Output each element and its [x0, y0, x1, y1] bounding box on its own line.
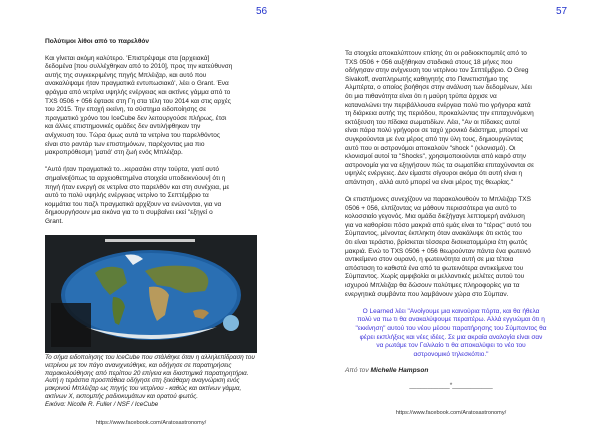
text-line: εκτόξευση του πίδακα σωματιδίων. Λέει, "Αν οι πίδακες αυτοί [345, 118, 520, 126]
quote-line: "εκκίνηση" αυτού του νέου μέσου παρατήρησης του Σύμπαντος θα [355, 325, 547, 332]
caption-line: Το σήμα ειδοποίησης του IceCube που στάλθηκε όταν η αλληλεπίδραση του [45, 354, 255, 362]
text-line: Και γίνεται ακόμη καλύτερο. 'Επιστρέψαμε στα [αρχειακά] [45, 54, 210, 62]
text-line: αντικείμενο στον ουρανό, η φωτεινότητα αυτή σε μια τέτοια [345, 256, 514, 264]
author-line [345, 367, 557, 376]
text-line: απάντηση , αλλά αυτό μπορεί να είναι μέρος της θεωρίας." [345, 178, 514, 186]
caption-line: νετρίνου με τον πάγο ανανιχνεύθηκε, και οδήγησε σε παρατηρήσεις [45, 361, 232, 369]
caption-line: Εικόνα: Nicolle R. Fuller / NSF / IceCube [45, 400, 159, 408]
author-prefix: Από τον [345, 367, 369, 375]
right-page-body [345, 50, 557, 299]
text-line: Αλμπέρτα, ο οποίος βοήθησε στην ανάλυση των δεδομένων, λέει [345, 84, 532, 92]
text-line: κλονισμοί αυτοί τα "Shocks", χρησιμοποιούνται από καιρό στην [345, 153, 526, 161]
text-line: του 2015. Την εποχή εκείνη, το σύστημα ειδοποίησης σε [45, 106, 207, 114]
text-line: σημαίνει[όπως τα αρχειοθετημένα στοιχεία υποδεικνύουν] ότι η [45, 174, 226, 182]
text-line: 0506 + 056, ελπίζοντας να μάθουν περισσότερα για αυτό το [345, 204, 517, 212]
world-map-image [45, 235, 257, 353]
text-line: φράγμα από νετρίνα υψηλής ενέργειας και ακτίνες γάμμα από το [45, 88, 231, 96]
text-line: ενεργητικά συμβάντα που λαμβάνουν χώρα στο Σύμπαν. [345, 290, 509, 298]
paragraph [45, 55, 257, 158]
text-line: αυτό που οι αστρονόμοι αποκαλούν "shock " (κλονισμό). Οι [345, 144, 516, 152]
text-line: ανακαλύψαμε ήταν πραγματικά εντυπωσιακό', λέει ο Grant. Ένα [45, 80, 229, 88]
text-line: οδήγησαν στην ανίχνευση του νετρίνου τον Σεπτέμβριο. Ο Greg [345, 67, 529, 75]
text-line: TXS 0506 + 056 έφτασε στη Γη στα τέλη του 2014 και στις αρχές [45, 97, 231, 105]
text-line: κολοσσιαίο γεγονός. Μια ομάδα διεξήγαγε λεπτομερή ανάλυση [345, 213, 525, 221]
text-line: αυτής της συγκεκριμένης πηγής Μπλέιζαρ, και αυτό που [45, 71, 207, 79]
text-line: Σύμπαντος, μένοντας έκπληκτη όταν ανακάλυψε ότι εκτός του [345, 230, 522, 238]
text-line: αυτό το πολύ υψηλής ενέργειας νετρίνο το Σεπτέμβριο τα [45, 192, 209, 200]
text-line: απόσταση το καθιστά ένα από τα φωτεινότερα αντικείμενα του [345, 264, 524, 272]
separator: ___________*___________ [409, 381, 493, 389]
text-line: ανίχνευση του. Τώρα όμως αυτά τα νετρίνα του παρελθόντος [45, 131, 221, 139]
author-name: Michelle Hampson [370, 367, 429, 375]
text-line: και άλλες επιστημονικές ομάδες δεν αντιλήφθηκαν την [45, 123, 201, 131]
text-line: καταναλώνει την περιβάλλουσα ενέργεια πολύ πιο γρήγορα κατά [345, 101, 531, 109]
right-page [345, 50, 557, 417]
text-line: Σύμπαντος. Χωρίς αμφιβολία οι μελλοντικές μελέτες αυτού του [345, 273, 525, 281]
text-line: TXS 0506 + 056 αυξήθηκαν σταδιακά στους 18 μήνες που [345, 58, 513, 66]
text-line: Grant. [45, 217, 64, 225]
paragraph [45, 166, 257, 226]
footer-url-right[interactable]: https://www.facebook.com/Aratosastronomy/ [395, 409, 507, 416]
text-line: μακριά. Ενώ το TXS 0506 + 056 θεωρούνταν πάντα ένα φωτεινό [345, 247, 531, 255]
text-line: πραγματικό χρόνο του IceCube δεν λειτουργούσε πλήρως, έτσι [45, 114, 227, 122]
text-line: υψηλές ενέργειες. Δεν είμαστε σίγουροι ακόμα ότι αυτή είναι η [345, 170, 523, 178]
text-line: δημιουργήσουν μια εικόνα για το τι συμβαίνει εκεί "εξηγεί ο [45, 209, 213, 217]
footer-url-left[interactable]: https://www.facebook.com/Aratosastronomy/ [95, 419, 207, 426]
text-line: είναι στο ραντάρ των επιστημόνων, παρέχοντας μια πιο [45, 140, 205, 148]
text-line: ότι είναι τεράστιο, βρίσκεται τέσσερα δισεκατομμύρια έτη φωτός [345, 239, 528, 247]
text-line: για να καθορίσει πόσο μακριά από εμάς είναι το "τέρας" αυτό του [345, 221, 532, 229]
paragraph [345, 50, 557, 188]
text-line: κομμάτια του παζλ πραγματικά αρχίζουν να ενώνονται, για να [45, 200, 222, 208]
caption-line: παρακολούθησης από περίπου 20 επίγεια και διαστημικά παρατηρητήρια. [45, 369, 249, 377]
caption-line: ακτίνων Χ, εκπομπής ραδιοκυμάτων και ορατού φωτός. [45, 393, 199, 401]
learned-quote [345, 308, 557, 360]
text-line: ισχυρού Μπλέιζαρ θα δώσουν πολύτιμες πληροφορίες για τα [345, 282, 520, 290]
quote-line: φέρει εκπλήξεις και νέες ιδέες. Σε μια ακραία αναλογία είναι σαν [359, 333, 543, 341]
text-line: "Αυτό ήταν πραγματικά το...κερασάκι στην τούρτα, γιατί αυτό [45, 166, 220, 174]
text-line: πηγή ήταν ενεργή σε νετρίνα στο παρελθόν και στη συνέχεια, με [45, 183, 230, 191]
text-line: τη διάρκεια αυτής της περιόδου, προκαλώντας την επιταχυνόμενη [345, 110, 534, 118]
image-caption [45, 354, 257, 409]
text-line: μακροπρόθεσμη 'ματιά' στη ζωή ενός Μπλέιζαρ. [45, 149, 183, 157]
text-line: είναι πάρα πολύ γρήγοροι σε ταχύ χρονικό διάστημα, μπορεί να [345, 127, 528, 135]
left-page [45, 38, 257, 427]
text-line: αστρονομία για να εξηγήσουν πώς τα σωματίδια επιταχύνονται σε [345, 161, 535, 169]
caption-line: μακρινού Μπλέιζαρ ως πηγής του νετρίνου - καθώς και ακτίνων γάμμα, [45, 385, 242, 393]
text-line: Οι επιστήμονες συνεχίζουν να παρακολουθούν το Μπλέιζαρ TXS [345, 196, 531, 204]
text-line: Τα στοιχεία αποκαλύπτουν επίσης ότι οι ραδιοεκπομπές από το [345, 50, 527, 57]
left-page-body [45, 55, 257, 227]
paragraph [345, 196, 557, 299]
text-line: Sivakoff, αναπληρωτής καθηγητής στο Πανεπιστήμιο της [345, 75, 509, 83]
section-title: Πολύτιμοι λίθοι από το παρελθόν [45, 38, 150, 45]
caption-line: Αυτή η τεράστια προσπάθεια οδήγησε στη ξεκάθαρη αναγνώριση ενός [45, 377, 240, 385]
text-line: δεδομένα [που συλλέχθηκαν από το 2010], προς την κατεύθυνση [45, 63, 233, 71]
quote-line: αστρονομικό τηλεσκόπιο." [413, 350, 489, 358]
page-number-left: 56 [256, 6, 268, 17]
quote-line: να ρωτάμε τον Γαλιλαίο τι θα αποκαλύψει το νέο του [376, 342, 526, 350]
text-line: ότι μια πιθανότητα είναι ότι η μαύρη τρύπα άρχισε να [345, 92, 497, 100]
quote-line: πολύ να πω τι θα ανακαλύψουμε περαιτέρω. Αλλά εγγυώμαι ότι η [357, 316, 545, 324]
page-number-right: 57 [556, 6, 568, 17]
text-line: συγκρούονται με ένα μέρος από την ύλη τους, δημιουργώντας [345, 135, 524, 143]
quote-line: Ο Learned λέει "Ανοίγουμε μια καινούρια πόρτα, και θα ήθελα [362, 307, 540, 315]
